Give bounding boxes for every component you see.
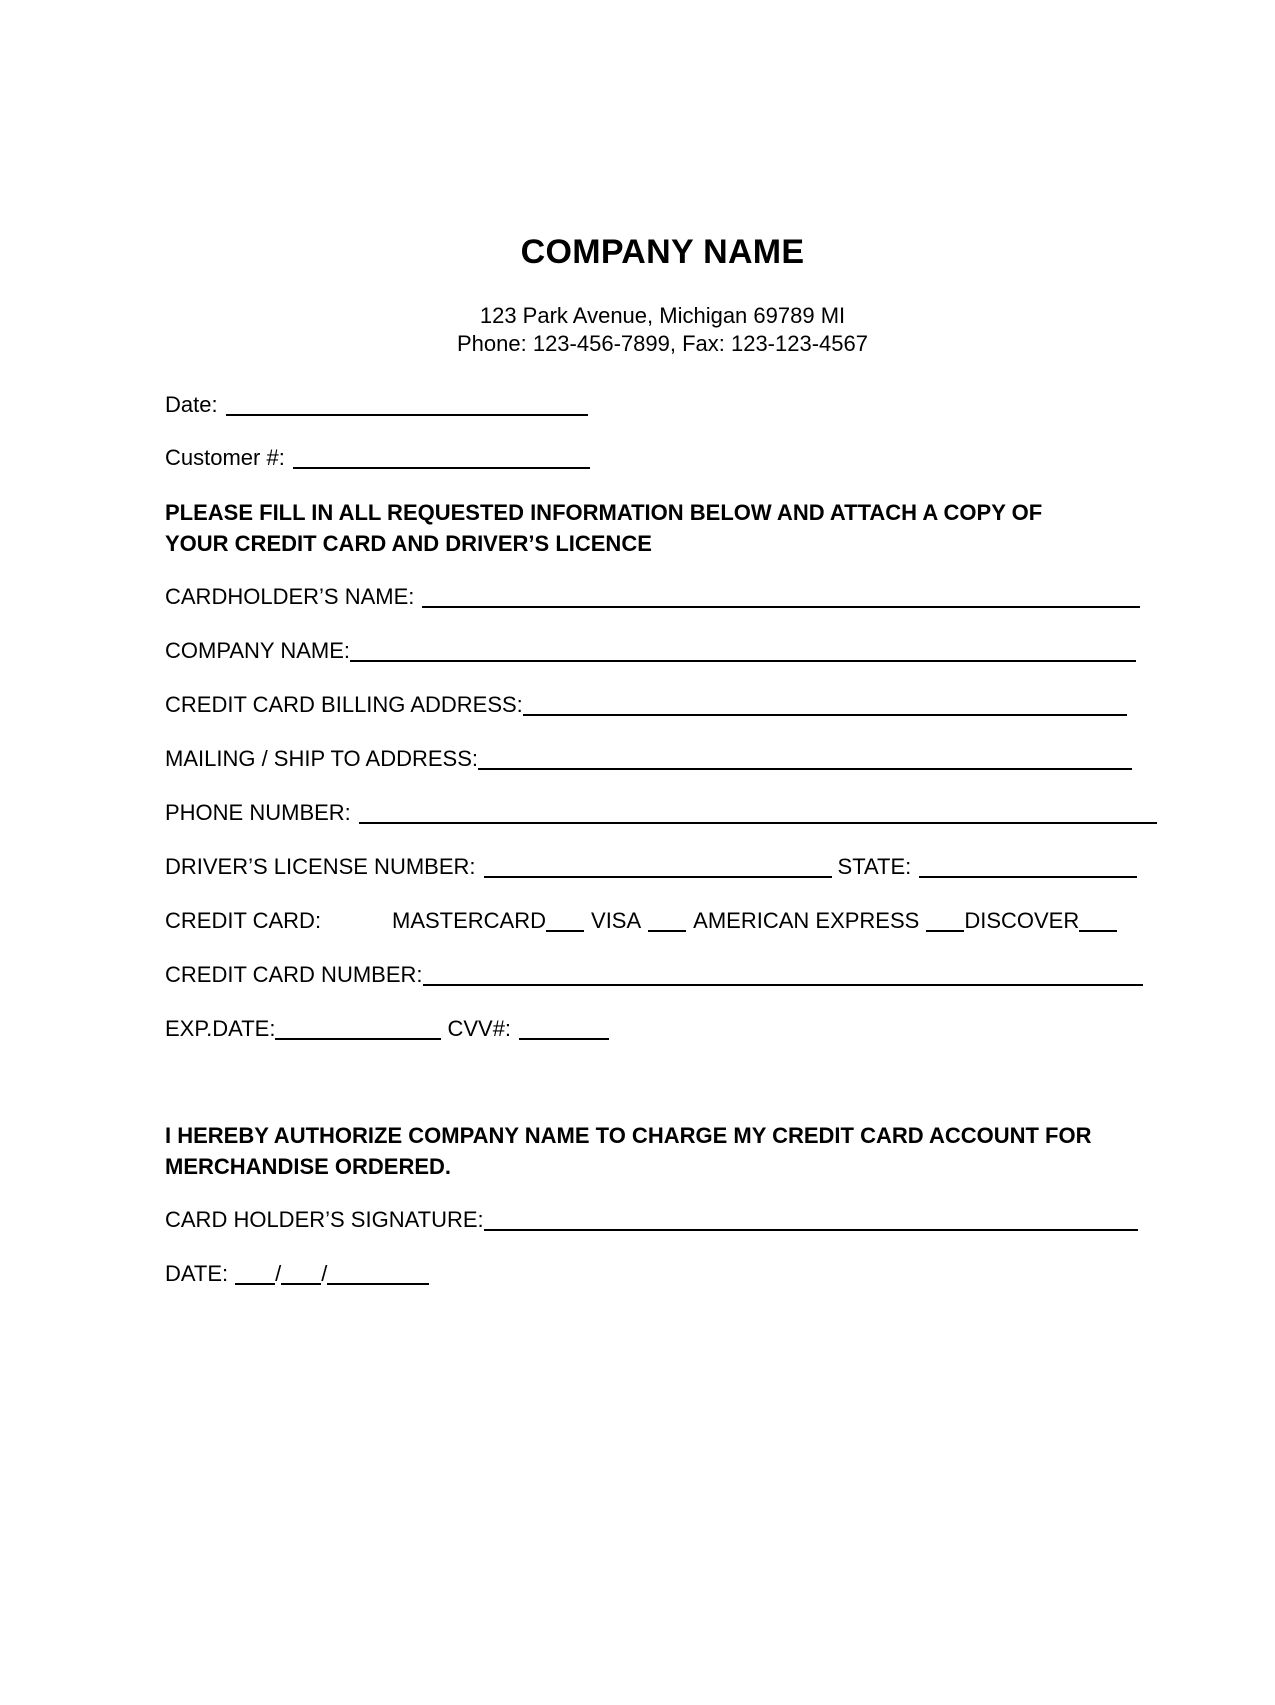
signature-row [165, 1205, 1138, 1235]
mailing-address-field[interactable] [478, 746, 1132, 770]
license-row [165, 852, 1137, 882]
discover-check-field[interactable] [1079, 908, 1117, 932]
customer-row [165, 443, 590, 473]
cvv-field[interactable] [519, 1016, 609, 1040]
signature-field[interactable] [484, 1207, 1138, 1231]
auth-date-day-field[interactable] [281, 1261, 321, 1285]
mastercard-check-field[interactable] [546, 908, 584, 932]
date-slash-2: / [321, 1261, 328, 1286]
company-address: 123 Park Avenue, Michigan 69789 MI [479, 303, 846, 328]
company-contact: Phone: 123-456-7899, Fax: 123-123-4567 [457, 331, 868, 356]
state-field[interactable] [919, 854, 1137, 878]
customer-label: Customer #: [165, 445, 285, 470]
card-option-visa: VISA [591, 908, 642, 933]
authorization-line-1: I HEREBY AUTHORIZE COMPANY NAME TO CHARGE MY CREDIT CARD ACCOUNT FOR [165, 1123, 1092, 1148]
card-type-row [165, 906, 1117, 936]
card-number-field[interactable] [423, 962, 1143, 986]
license-field[interactable] [484, 854, 832, 878]
instructions-line-1: PLEASE FILL IN ALL REQUESTED INFORMATION BELOW AND ATTACH A COPY OF [165, 500, 1043, 525]
company-name-field[interactable] [350, 638, 1136, 662]
card-option-discover: DISCOVER [964, 908, 1080, 933]
instructions-line-2: YOUR CREDIT CARD AND DRIVER’S LICENCE [165, 531, 652, 556]
date-field[interactable] [226, 392, 588, 416]
company-name-row [165, 636, 1136, 666]
license-label: DRIVER’S LICENSE NUMBER: [165, 854, 476, 879]
phone-label: PHONE NUMBER: [165, 800, 351, 825]
billing-address-row [165, 690, 1127, 720]
visa-check-field[interactable] [648, 908, 686, 932]
card-number-row [165, 960, 1143, 990]
authorization-statement [165, 1120, 1165, 1182]
amex-check-field[interactable] [926, 908, 964, 932]
date-label: Date: [165, 392, 218, 417]
exp-date-field[interactable] [275, 1016, 441, 1040]
date-row [165, 390, 588, 420]
authorization-line-2: MERCHANDISE ORDERED. [165, 1154, 452, 1179]
company-name-title: COMPANY NAME [520, 233, 805, 271]
cvv-label: CVV#: [447, 1016, 512, 1041]
auth-date-row [165, 1259, 429, 1289]
card-option-amex: AMERICAN EXPRESS [693, 908, 920, 933]
cardholder-name-label: CARDHOLDER’S NAME: [165, 584, 415, 609]
card-option-mastercard: MASTERCARD [392, 908, 547, 933]
billing-address-label: CREDIT CARD BILLING ADDRESS: [165, 692, 523, 717]
date-slash-1: / [275, 1261, 282, 1286]
phone-field[interactable] [359, 800, 1157, 824]
cardholder-name-field[interactable] [422, 584, 1140, 608]
auth-date-month-field[interactable] [235, 1261, 275, 1285]
credit-card-label: CREDIT CARD: [165, 908, 322, 933]
billing-address-field[interactable] [523, 692, 1127, 716]
exp-date-label: EXP.DATE: [165, 1016, 276, 1041]
state-label: STATE: [837, 854, 912, 879]
exp-cvv-row [165, 1014, 609, 1044]
auth-date-year-field[interactable] [327, 1261, 429, 1285]
cardholder-name-row [165, 582, 1140, 612]
mailing-address-row [165, 744, 1132, 774]
signature-label: CARD HOLDER’S SIGNATURE: [165, 1207, 484, 1232]
card-number-label: CREDIT CARD NUMBER: [165, 962, 423, 987]
customer-number-field[interactable] [293, 445, 590, 469]
auth-date-label: DATE: [165, 1261, 229, 1286]
company-name-label: COMPANY NAME: [165, 638, 350, 663]
instructions [165, 497, 1165, 559]
mailing-address-label: MAILING / SHIP TO ADDRESS: [165, 746, 478, 771]
phone-row [165, 798, 1157, 828]
